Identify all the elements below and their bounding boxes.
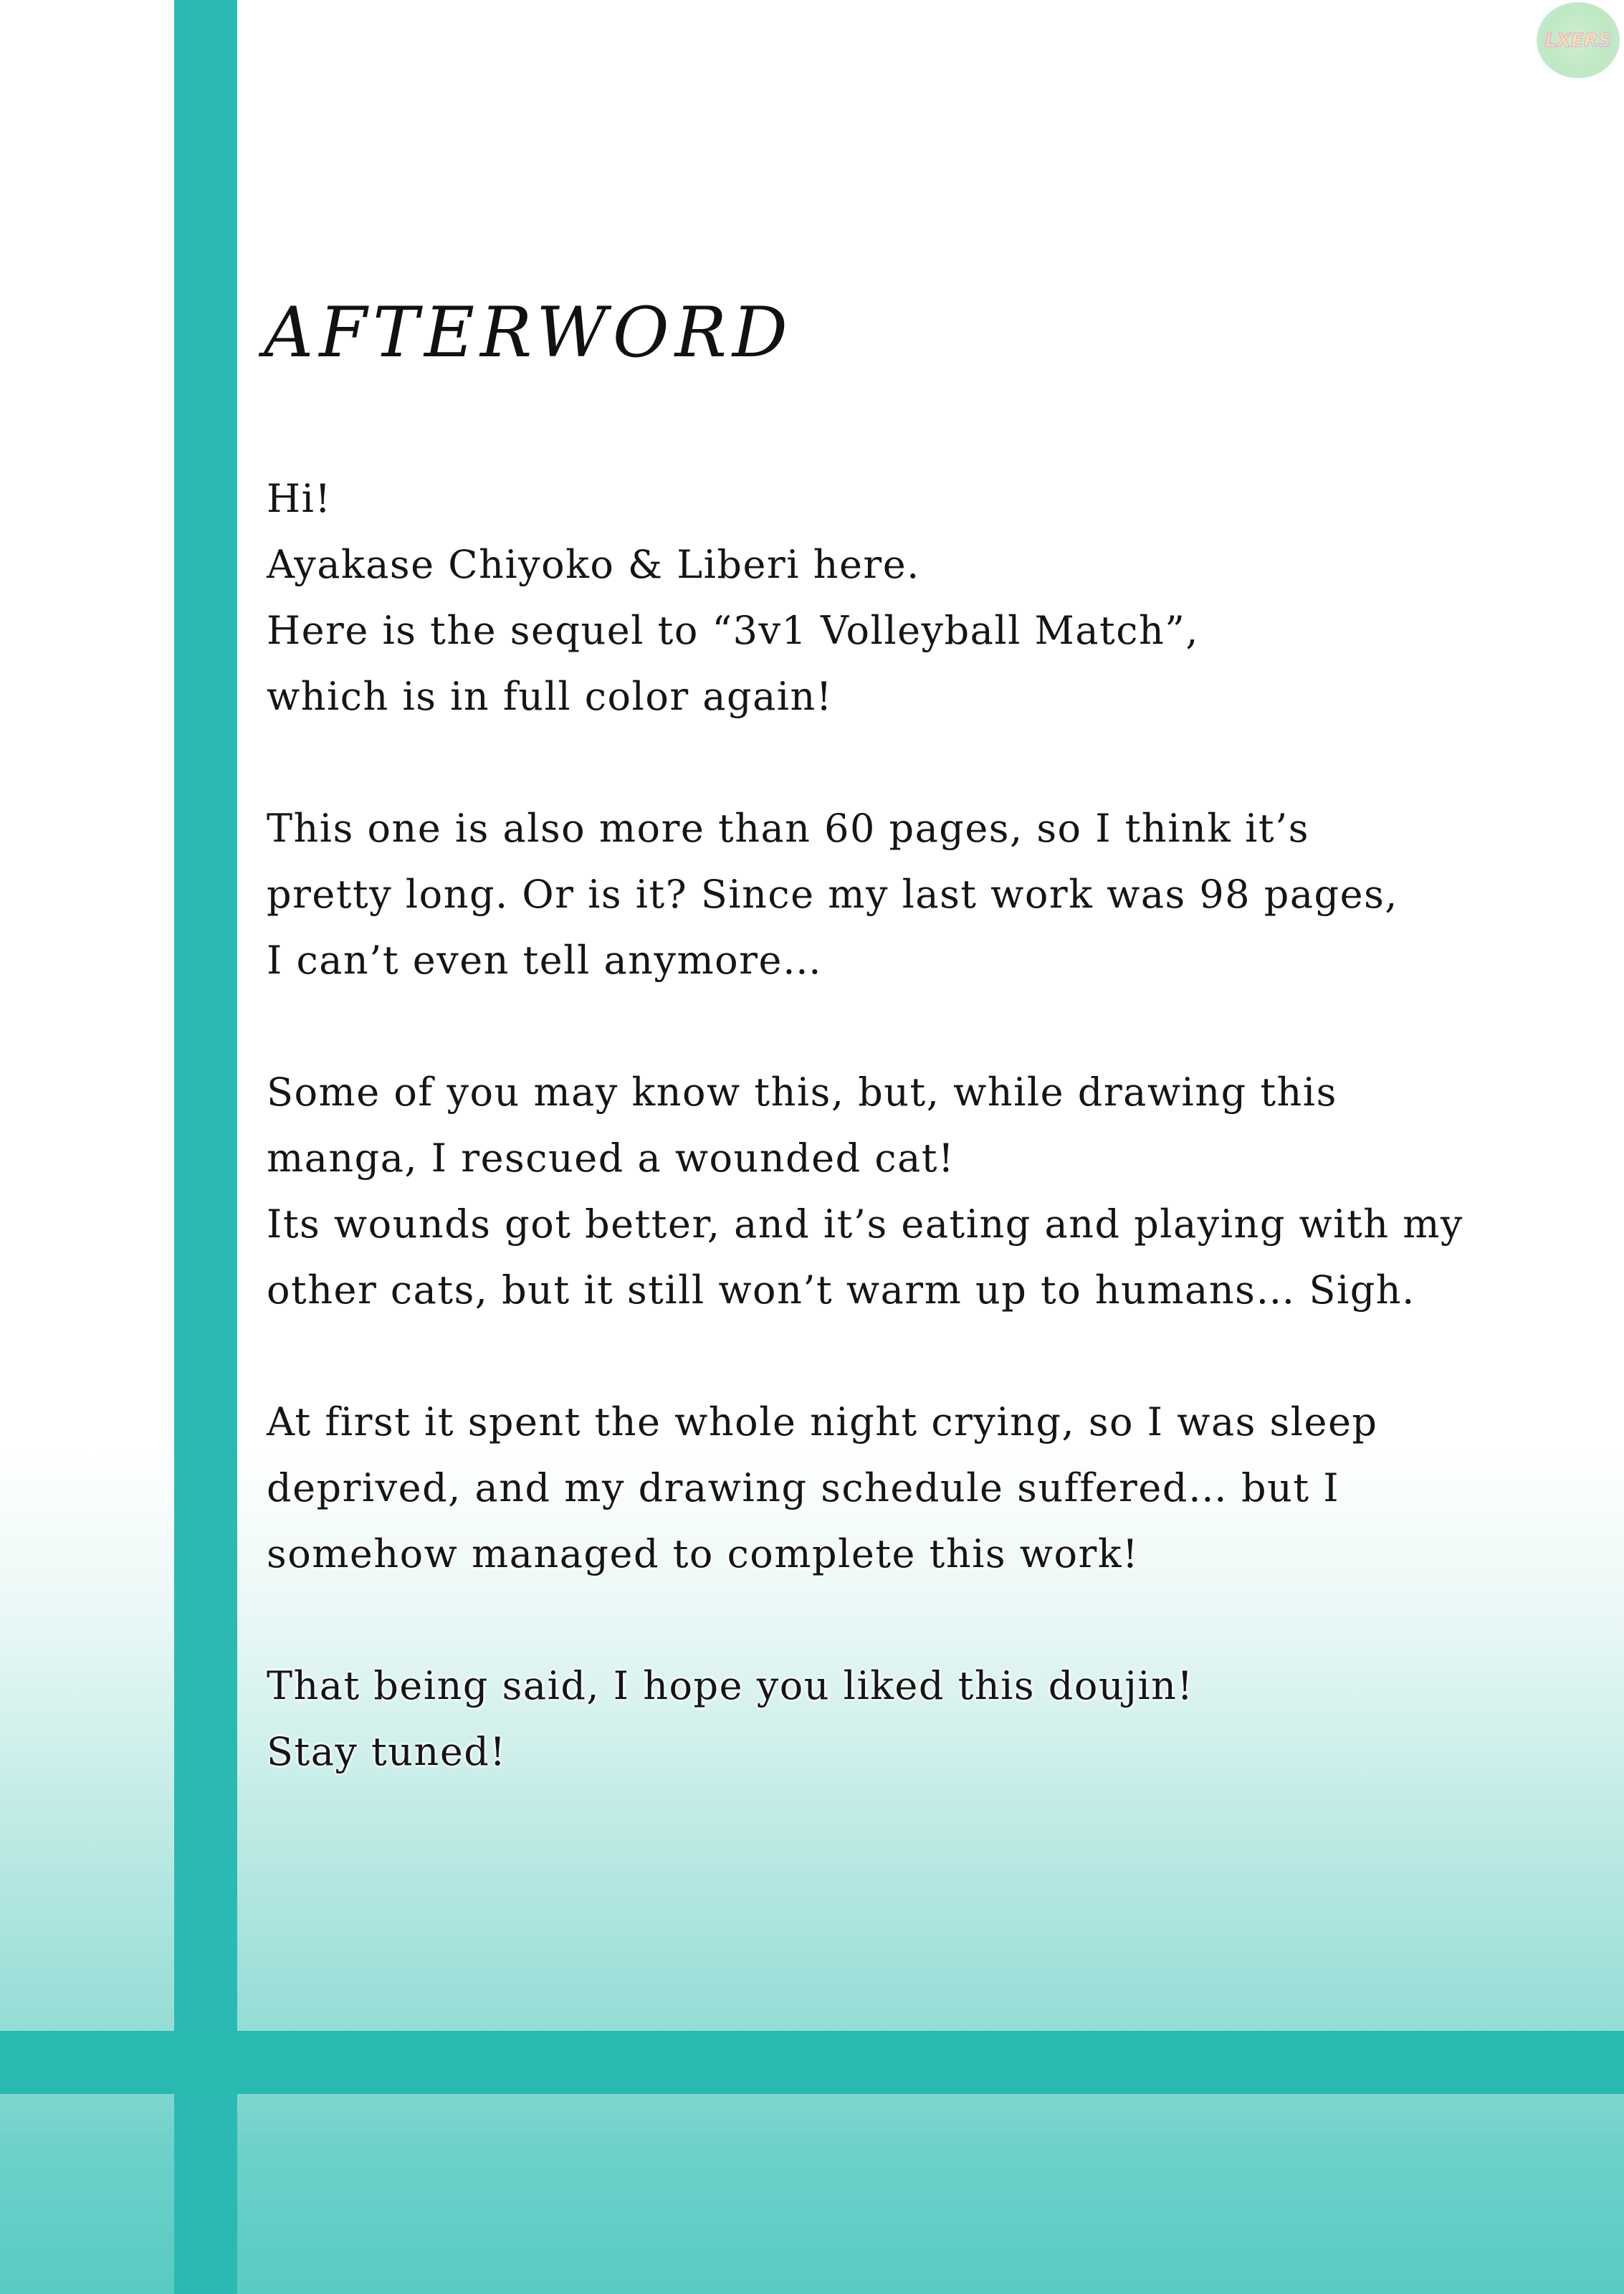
text-line: At first it spent the whole night crying, so I was sleep [267, 1399, 1378, 1445]
text-line: I can’t even tell anymore… [267, 938, 823, 983]
text-line: Here is the sequel to “3v1 Volleyball Match”, [267, 608, 1200, 653]
paragraph-cat [267, 1060, 1607, 1323]
text-line: Hi! [267, 476, 332, 521]
text-line: Stay tuned! [267, 1729, 507, 1774]
paragraph-closing [267, 1653, 1607, 1785]
text-line: pretty long. Or is it? Since my last work was 98 pages, [267, 872, 1398, 917]
paragraph-greeting [267, 466, 1607, 730]
page-title: AFTERWORD [264, 292, 793, 373]
text-line: That being said, I hope you liked this doujin! [267, 1663, 1194, 1708]
text-line: Its wounds got better, and it’s eating and playing with my [267, 1201, 1463, 1247]
site-logo-icon [1537, 2, 1620, 78]
text-line: deprived, and my drawing schedule suffered… but I [267, 1465, 1340, 1510]
afterword-body [267, 466, 1607, 1851]
text-line: somehow managed to complete this work! [267, 1531, 1140, 1576]
text-line: manga, I rescued a wounded cat! [267, 1136, 955, 1181]
vertical-accent-stripe [174, 0, 237, 2294]
horizontal-accent-stripe [0, 2031, 1624, 2094]
text-line: other cats, but it still won’t warm up to humans… Sigh. [267, 1267, 1415, 1313]
site-logo-text: LXERS [1544, 30, 1612, 52]
paragraph-schedule [267, 1389, 1607, 1587]
text-line: Ayakase Chiyoko & Liberi here. [267, 542, 920, 587]
text-line: Some of you may know this, but, while drawing this [267, 1070, 1337, 1115]
paragraph-page-count [267, 796, 1607, 994]
text-line: which is in full color again! [267, 674, 834, 719]
text-line: This one is also more than 60 pages, so I think it’s [267, 806, 1309, 851]
site-logo-wordmark [1542, 26, 1614, 54]
